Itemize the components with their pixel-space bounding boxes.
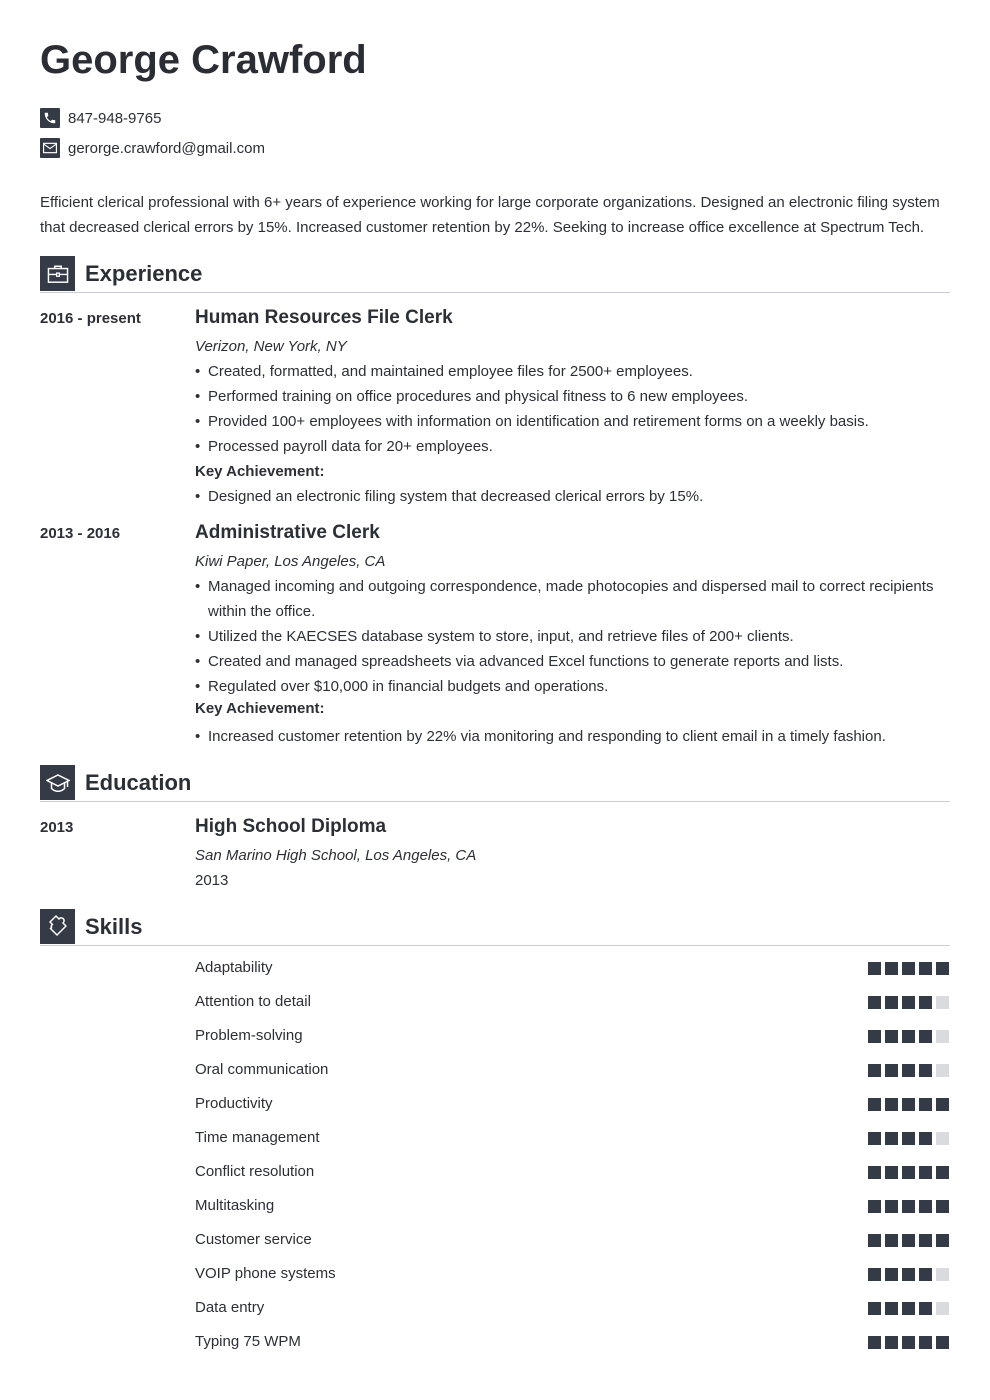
skill-row (195, 1332, 950, 1352)
skill-name: Productivity (195, 1095, 273, 1112)
skill-level-dot-filled (902, 1098, 915, 1111)
skill-level-rating (864, 1166, 949, 1179)
skill-row (195, 992, 950, 1012)
skill-level-dot-filled (902, 1234, 915, 1247)
job-dates: 2016 - present (40, 310, 141, 327)
skill-name: Oral communication (195, 1061, 329, 1078)
skill-level-dot-filled (919, 1234, 932, 1247)
skill-level-dot-filled (868, 1064, 881, 1077)
skill-level-dot-filled (902, 1064, 915, 1077)
skill-level-dot-filled (902, 996, 915, 1009)
skill-level-dot-filled (936, 1234, 949, 1247)
job-title: Human Resources File Clerk (195, 307, 453, 328)
skill-level-dot-filled (919, 1098, 932, 1111)
skill-name: VOIP phone systems (195, 1265, 336, 1282)
skill-level-dot-empty (936, 1030, 949, 1043)
job-entry (195, 305, 950, 509)
job-bullet: • Created and managed spreadsheets via advanced Excel functions to generate reports and lists. (195, 649, 950, 674)
skill-level-dot-filled (868, 1098, 881, 1111)
skill-level-rating (864, 1200, 949, 1213)
skill-level-dot-empty (936, 1132, 949, 1145)
graduation-year: 2013 (195, 872, 229, 889)
key-achievement-label: Key Achievement: (195, 463, 325, 480)
skill-level-dot-filled (885, 962, 898, 975)
skill-level-dot-filled (902, 1030, 915, 1043)
skill-name: Attention to detail (195, 993, 311, 1010)
briefcase-icon (40, 256, 75, 291)
phone-icon (40, 108, 60, 128)
job-company: Kiwi Paper, Los Angeles, CA (195, 553, 386, 570)
key-achievement-bullet: • Designed an electronic filing system that decreased clerical errors by 15%. (195, 484, 950, 509)
envelope-icon (40, 138, 60, 158)
skill-name: Conflict resolution (195, 1163, 315, 1180)
skill-level-dot-empty (936, 996, 949, 1009)
skill-level-dot-empty (936, 1302, 949, 1315)
skill-level-dot-filled (885, 1030, 898, 1043)
skill-level-rating (864, 1064, 949, 1077)
skill-row (195, 1094, 950, 1114)
skill-level-dot-filled (936, 1336, 949, 1349)
skills-title: Skills (85, 914, 143, 939)
education-entry (195, 814, 950, 893)
skill-level-rating (864, 996, 949, 1009)
skill-level-dot-filled (885, 1268, 898, 1281)
skill-level-dot-empty (936, 1268, 949, 1281)
phone-number: 847-948-9765 (68, 109, 162, 127)
job-bullet: • Created, formatted, and maintained employee files for 2500+ employees. (195, 359, 950, 384)
skill-level-dot-filled (868, 962, 881, 975)
job-title: Administrative Clerk (195, 522, 380, 543)
skill-row (195, 1196, 950, 1216)
skill-level-dot-filled (902, 1166, 915, 1179)
skill-level-dot-filled (919, 1302, 932, 1315)
skill-name: Data entry (195, 1299, 265, 1316)
candidate-name: George Crawford (40, 38, 367, 82)
skill-level-dot-filled (919, 996, 932, 1009)
skill-level-dot-filled (868, 1234, 881, 1247)
skill-level-dot-filled (902, 1200, 915, 1213)
skill-name: Problem-solving (195, 1027, 303, 1044)
key-achievement-label: Key Achievement: (195, 700, 325, 717)
skill-level-rating (864, 1098, 949, 1111)
skill-level-dot-filled (868, 1166, 881, 1179)
skill-level-dot-filled (919, 1268, 932, 1281)
skill-level-dot-filled (902, 1268, 915, 1281)
skill-level-rating (864, 1234, 949, 1247)
job-bullets (195, 359, 950, 459)
job-company: Verizon, New York, NY (195, 338, 347, 355)
skill-row (195, 1128, 950, 1148)
skill-level-dot-filled (885, 1234, 898, 1247)
skill-name: Typing 75 WPM (195, 1333, 301, 1350)
skill-row (195, 1026, 950, 1046)
skill-level-rating (864, 962, 949, 975)
skill-level-dot-filled (885, 996, 898, 1009)
education-date: 2013 (40, 819, 74, 836)
skills-section-header (40, 909, 950, 946)
profile-summary: Efficient clerical professional with 6+ years of experience working for large corporate organizations. Designed an electronic filing system that decreased clerical errors by 15%. Increased customer retention by 22%. Seeking to increase office excellence at Spectrum Tech. (40, 194, 940, 236)
skill-level-dot-filled (936, 962, 949, 975)
skill-level-dot-filled (936, 1200, 949, 1213)
skill-level-dot-filled (919, 962, 932, 975)
skill-level-dot-filled (919, 1200, 932, 1213)
job-bullet: • Managed incoming and outgoing correspondence, made photocopies and dispersed mail to correct recipients within the office. (195, 574, 950, 624)
job-bullet: • Utilized the KAECSES database system to store, input, and retrieve files of 200+ clients. (195, 624, 950, 649)
skill-level-rating (864, 1268, 949, 1281)
experience-section-header (40, 256, 950, 293)
skill-name: Customer service (195, 1231, 312, 1248)
skill-level-dot-filled (902, 1132, 915, 1145)
skill-level-dot-filled (868, 1336, 881, 1349)
job-bullet: • Provided 100+ employees with information on identification and retirement forms on a weekly basis. (195, 409, 950, 434)
key-achievement-bullet: • Increased customer retention by 22% via monitoring and responding to client email in a timely fashion. (195, 724, 950, 749)
skill-level-rating (864, 1030, 949, 1043)
skill-level-dot-filled (902, 1302, 915, 1315)
education-section-header (40, 765, 950, 802)
graduation-cap-icon (40, 765, 75, 800)
skill-level-rating (864, 1132, 949, 1145)
skill-name: Adaptability (195, 959, 273, 976)
skill-level-dot-filled (919, 1166, 932, 1179)
skill-row (195, 1230, 950, 1250)
skill-level-dot-filled (885, 1200, 898, 1213)
skill-level-dot-filled (885, 1132, 898, 1145)
phone-row (40, 108, 161, 128)
job-bullet: • Regulated over $10,000 in financial budgets and operations. (195, 674, 950, 699)
skill-name: Time management (195, 1129, 320, 1146)
job-entry (195, 520, 950, 749)
skill-level-dot-filled (885, 1064, 898, 1077)
skill-row (195, 1162, 950, 1182)
experience-title: Experience (85, 261, 203, 286)
email-row (40, 138, 265, 158)
email-address: gerorge.crawford@gmail.com (68, 139, 265, 157)
skill-level-rating (864, 1336, 949, 1349)
job-bullet: • Processed payroll data for 20+ employees. (195, 434, 950, 459)
skill-level-dot-filled (868, 1200, 881, 1213)
skill-level-dot-empty (936, 1064, 949, 1077)
job-bullets (195, 574, 950, 699)
puzzle-icon (40, 909, 75, 944)
degree-title: High School Diploma (195, 816, 387, 837)
skill-level-dot-filled (885, 1336, 898, 1349)
skill-level-dot-filled (868, 1302, 881, 1315)
skill-level-dot-filled (902, 962, 915, 975)
skill-row (195, 958, 950, 978)
skill-level-dot-filled (936, 1098, 949, 1111)
skill-level-dot-filled (885, 1302, 898, 1315)
skill-level-rating (864, 1302, 949, 1315)
skill-level-dot-filled (919, 1030, 932, 1043)
skill-level-dot-filled (919, 1336, 932, 1349)
skill-level-dot-filled (868, 996, 881, 1009)
skill-level-dot-filled (919, 1064, 932, 1077)
school-name: San Marino High School, Los Angeles, CA (195, 847, 477, 864)
skill-level-dot-filled (868, 1132, 881, 1145)
skill-level-dot-filled (919, 1132, 932, 1145)
skill-row (195, 1060, 950, 1080)
skill-level-dot-filled (885, 1166, 898, 1179)
skill-level-dot-filled (885, 1098, 898, 1111)
skill-level-dot-filled (902, 1336, 915, 1349)
skill-row (195, 1264, 950, 1284)
skill-name: Multitasking (195, 1197, 275, 1214)
skill-row (195, 1298, 950, 1318)
education-title: Education (85, 770, 192, 795)
skill-level-dot-filled (868, 1268, 881, 1281)
job-bullet: • Performed training on office procedures and physical fitness to 6 new employees. (195, 384, 950, 409)
skill-level-dot-filled (868, 1030, 881, 1043)
skill-level-dot-filled (936, 1166, 949, 1179)
job-dates: 2013 - 2016 (40, 525, 121, 542)
